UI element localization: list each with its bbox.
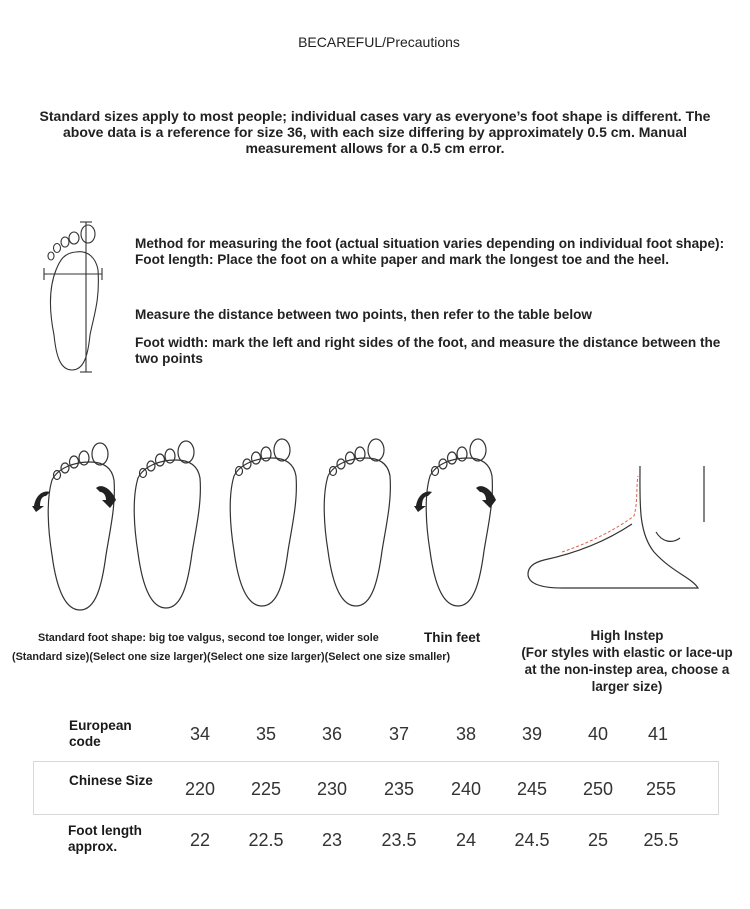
row-label-european: European code [69, 718, 132, 749]
table-cell: 39 [521, 724, 543, 744]
table-cell: 38 [455, 724, 477, 744]
table-cell: 41 [647, 724, 669, 744]
intro-text: Standard sizes apply to most people; individual cases vary as everyone’s foot shape is different. The above data is a reference for size 36, with each size differing by approximately 0.5 cm. Manual measurement allows for a 0.5 cm error. [39, 108, 711, 156]
size-advice-caption: (Standard size)(Select one size larger)(Select one size larger)(Select one size smaller) [12, 651, 451, 663]
table-cell: 220 [184, 779, 216, 799]
side-foot-icon [522, 462, 708, 594]
table-cell: 24 [455, 830, 477, 850]
table-cell: 230 [316, 779, 348, 799]
table-cell: 255 [645, 779, 677, 799]
table-cell: 25 [587, 830, 609, 850]
table-cell: 37 [388, 724, 410, 744]
table-cell: 40 [587, 724, 609, 744]
foot-shape-caption: Standard foot shape: big toe valgus, second toe longer, wider sole [38, 632, 379, 644]
row-label-foot-length: Foot length approx. [68, 823, 142, 854]
high-instep-block [518, 627, 736, 695]
method-paragraph-2: Measure the distance between two points, then refer to the table below [135, 307, 592, 322]
high-instep-note: (For styles with elastic or lace-up at the non-instep area, choose a larger size) [521, 645, 733, 694]
foot-types-illustration [30, 436, 510, 612]
table-cell: 225 [250, 779, 282, 799]
row-label-chinese: Chinese Size [69, 773, 153, 788]
table-cell: 22 [189, 830, 211, 850]
foot-outline-icon [134, 441, 200, 608]
table-cell: 35 [255, 724, 277, 744]
foot-outline-icon [324, 439, 390, 606]
table-cell: 235 [383, 779, 415, 799]
high-instep-title: High Instep [590, 628, 664, 643]
foot-outline-icon [230, 439, 296, 606]
table-cell: 245 [516, 779, 548, 799]
table-cell: 36 [321, 724, 343, 744]
foot-outline-icon [48, 443, 114, 610]
method-paragraph-3: Foot width: mark the left and right sides of the foot, and measure the distance between the two points [135, 335, 721, 366]
table-cell: 23 [321, 830, 343, 850]
page-title: BECAREFUL/Precautions [298, 34, 460, 50]
table-cell: 250 [582, 779, 614, 799]
method-paragraph-1: Method for measuring the foot (actual situation varies depending on individual foot shape): Foot length: Place the foot on a white paper and mark the longest toe and the heel. [135, 236, 725, 267]
table-cell: 25.5 [643, 830, 679, 850]
foot-measure-icon [38, 220, 110, 376]
thin-feet-label: Thin feet [424, 630, 481, 645]
table-cell: 23.5 [381, 830, 417, 850]
table-cell: 24.5 [514, 830, 550, 850]
table-cell: 22.5 [248, 830, 284, 850]
table-cell: 34 [189, 724, 211, 744]
table-cell: 240 [450, 779, 482, 799]
foot-outline-icon [426, 439, 492, 606]
